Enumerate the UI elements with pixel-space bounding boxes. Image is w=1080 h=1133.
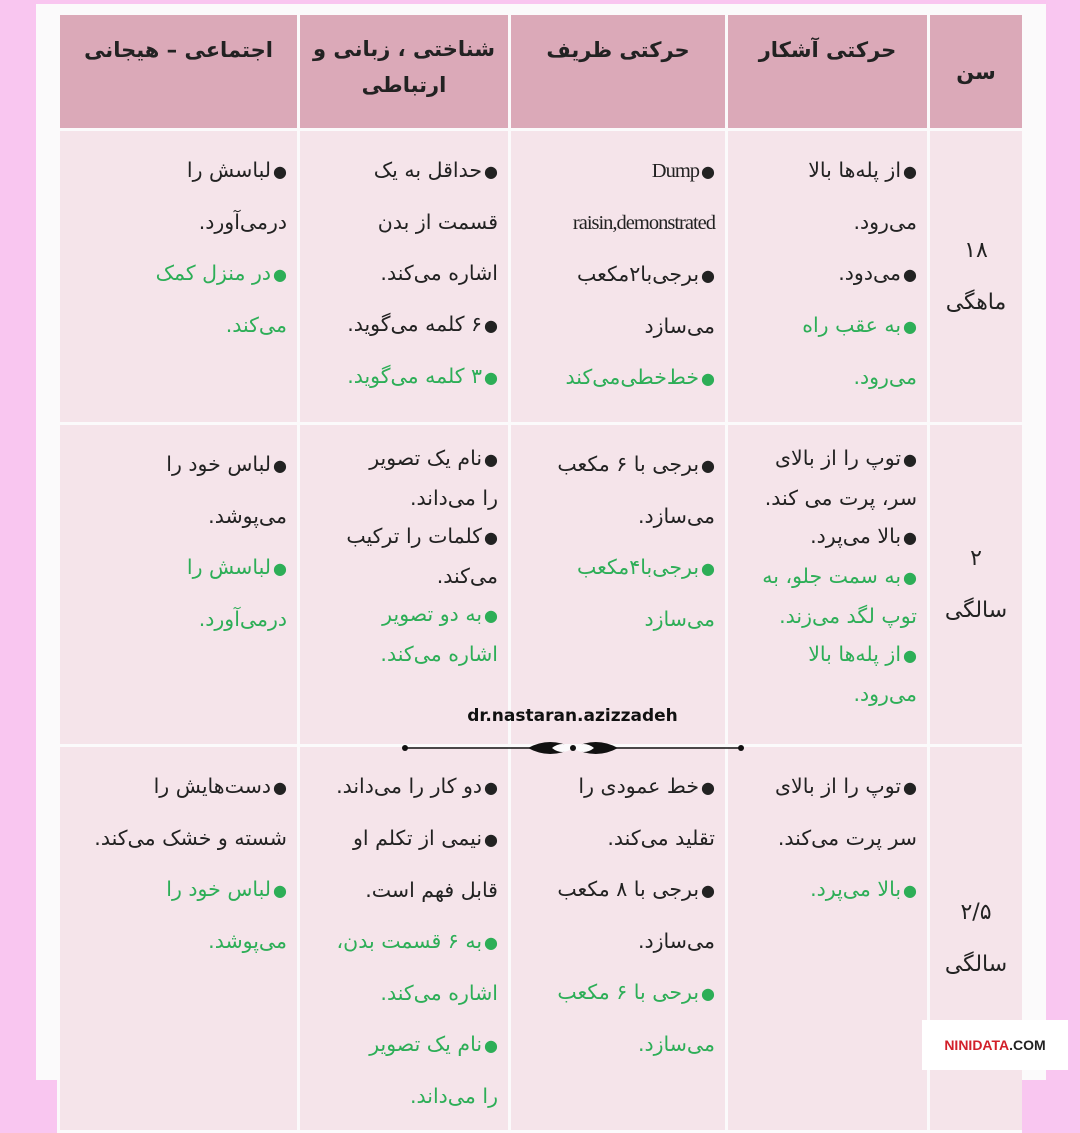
milestone-text: بالا می‌پرد. [810, 524, 902, 548]
milestone-item [310, 517, 498, 595]
bullet-icon: ● [484, 830, 498, 849]
milestone-text: دست‌هایش را شسته و خشک می‌کند. [94, 774, 287, 850]
milestone-text: در منزل کمک می‌کند. [155, 261, 287, 337]
milestone-text: نام یک تصویر را می‌داند. [369, 1032, 498, 1108]
bullet-icon: ● [903, 450, 917, 469]
fine-motor-cell [508, 425, 725, 747]
milestone-text: از پله‌ها بالا می‌رود. [808, 158, 917, 234]
social-cell [57, 747, 297, 1133]
milestone-item [521, 249, 715, 352]
milestone-item [310, 439, 498, 517]
milestone-item [70, 864, 287, 967]
bullet-icon: ● [701, 456, 715, 475]
age-cell [927, 131, 1022, 425]
milestone-item [310, 595, 498, 673]
bullet-icon: ● [484, 778, 498, 797]
milestone-item [521, 967, 715, 1070]
milestone-item [738, 557, 917, 635]
header-gross-motor: حرکتی آشکار [725, 15, 927, 131]
age-cell [927, 425, 1022, 747]
milestone-text: به ۶ قسمت بدن، اشاره می‌کند. [336, 929, 498, 1005]
milestone-text: برجی با ۶ مکعب می‌سازد. [557, 452, 715, 528]
header-cognitive: شناختی ، زبانی و ارتباطی [297, 15, 508, 131]
bullet-icon: ● [273, 559, 287, 578]
bullet-icon: ● [701, 162, 715, 181]
cognitive-cell [297, 747, 508, 1133]
header-age: سن [927, 15, 1022, 131]
bullet-icon: ● [484, 606, 498, 625]
milestone-text: برجی‌با۴مکعب می‌سازد [576, 555, 715, 631]
milestone-item [310, 813, 498, 916]
milestone-text: Dump [651, 160, 700, 182]
milestone-item [521, 542, 715, 645]
milestone-text: نام یک تصویر را می‌داند. [369, 446, 498, 510]
age-label: ۲ سالگی [944, 545, 1008, 623]
milestone-text: برجی با ۸ مکعب می‌سازد. [557, 877, 715, 953]
bullet-icon: ● [701, 984, 715, 1003]
milestone-item [310, 351, 498, 403]
milestone-text: توپ را از بالای سر، پرت می کند. [764, 446, 917, 510]
milestone-item [738, 517, 917, 557]
milestone-item [738, 635, 917, 713]
milestone-text: حداقل به یک قسمت از بدن اشاره می‌کند. [373, 158, 498, 285]
bullet-icon: ● [273, 778, 287, 797]
social-cell [57, 425, 297, 747]
milestone-text: کلمات را ترکیب می‌کند. [346, 524, 498, 588]
bullet-icon: ● [903, 265, 917, 284]
bullet-icon: ● [484, 316, 498, 335]
bullet-icon: ● [484, 528, 498, 547]
bullet-icon: ● [903, 528, 917, 547]
milestone-text: دو کار را می‌داند. [336, 774, 483, 798]
header-fine-motor: حرکتی ظریف [508, 15, 725, 131]
bullet-icon: ● [701, 881, 715, 900]
milestone-text: نیمی از تکلم او قابل فهم است. [353, 826, 498, 902]
table-row [57, 131, 1022, 425]
watermark-text: dr.nastaran.azizzadeh [467, 706, 678, 726]
milestone-item [521, 864, 715, 967]
header-social: اجتماعی – هیجانی [57, 15, 297, 131]
milestone-text: برجی‌با۲مکعب می‌سازد [576, 262, 715, 338]
bullet-icon: ● [701, 559, 715, 578]
header-row [57, 15, 1022, 131]
milestone-item [310, 916, 498, 1019]
gross-motor-cell [725, 425, 927, 747]
milestone-item [738, 439, 917, 517]
milestone-item [738, 248, 917, 300]
milestone-item [70, 439, 287, 542]
milestone-text: لباس خود را می‌پوشد. [166, 452, 287, 528]
milestone-text: لباسش را درمی‌آورد. [186, 555, 287, 631]
cognitive-cell [297, 425, 508, 747]
fine-motor-cell [508, 131, 725, 425]
milestone-item [310, 299, 498, 351]
milestone-text: می‌دود. [838, 261, 902, 285]
bullet-icon: ● [903, 162, 917, 181]
milestone-item [521, 352, 715, 404]
gross-motor-cell [725, 131, 927, 425]
bullet-icon: ● [701, 369, 715, 388]
bullet-icon: ● [273, 456, 287, 475]
bullet-icon: ● [484, 368, 498, 387]
gross-motor-cell [725, 747, 927, 1133]
milestone-item [738, 145, 917, 248]
social-cell [57, 131, 297, 425]
milestone-text: ۶ کلمه می‌گوید. [347, 312, 483, 336]
bullet-icon: ● [903, 778, 917, 797]
milestone-item [521, 197, 715, 249]
milestone-text: لباس خود را می‌پوشد. [166, 877, 287, 953]
ornament-divider-icon [402, 736, 744, 760]
bullet-icon: ● [484, 162, 498, 181]
milestone-item [70, 542, 287, 645]
milestone-text: از پله‌ها بالا می‌رود. [808, 642, 917, 706]
milestone-item [310, 145, 498, 299]
bullet-icon: ● [484, 450, 498, 469]
milestone-item [70, 248, 287, 351]
milestone-item [70, 761, 287, 864]
bullet-icon: ● [903, 317, 917, 336]
milestone-text: raisin,demonstrated [572, 212, 715, 234]
milestone-text: خط‌خطی‌می‌کند [565, 365, 700, 389]
age-label: ۲/۵ سالگی [944, 899, 1008, 977]
milestone-text: ۳ کلمه می‌گوید. [347, 364, 483, 388]
milestone-item [521, 761, 715, 864]
table-row [57, 747, 1022, 1133]
milestone-text: توپ را از بالای سر پرت می‌کند. [775, 774, 917, 850]
milestone-text: به عقب راه می‌رود. [802, 313, 917, 389]
brand-logo: NINIDATA .COM [922, 1020, 1068, 1070]
bullet-icon: ● [273, 881, 287, 900]
age-cell [927, 747, 1022, 1133]
bullet-icon: ● [484, 1036, 498, 1055]
milestone-item [310, 1019, 498, 1122]
milestone-item [521, 145, 715, 197]
milestone-text: به سمت جلو، به توپ لگد می‌زند. [762, 564, 917, 628]
milestone-text: بالا می‌پرد. [810, 877, 902, 901]
milestone-item [521, 439, 715, 542]
milestone-text: خط عمودی را تقلید می‌کند. [578, 774, 715, 850]
bullet-icon: ● [273, 162, 287, 181]
bullet-icon: ● [273, 265, 287, 284]
cognitive-cell [297, 131, 508, 425]
bullet-icon: ● [903, 568, 917, 587]
milestone-item [738, 864, 917, 916]
development-table [57, 15, 1022, 1133]
milestone-text: برحی با ۶ مکعب می‌سازد. [557, 980, 715, 1056]
bullet-icon: ● [903, 646, 917, 665]
milestone-item [310, 761, 498, 813]
bullet-icon: ● [701, 266, 715, 285]
table-row [57, 425, 1022, 747]
milestone-item [738, 761, 917, 864]
milestone-item [738, 300, 917, 403]
age-label: ۱۸ ماهگی [945, 237, 1007, 315]
milestone-text: به دو تصویر اشاره می‌کند. [380, 602, 498, 666]
bullet-icon: ● [484, 933, 498, 952]
milestone-item [70, 145, 287, 248]
bullet-icon: ● [903, 881, 917, 900]
bullet-icon: ● [701, 778, 715, 797]
milestone-text: لباسش را درمی‌آورد. [186, 158, 287, 234]
fine-motor-cell [508, 747, 725, 1133]
